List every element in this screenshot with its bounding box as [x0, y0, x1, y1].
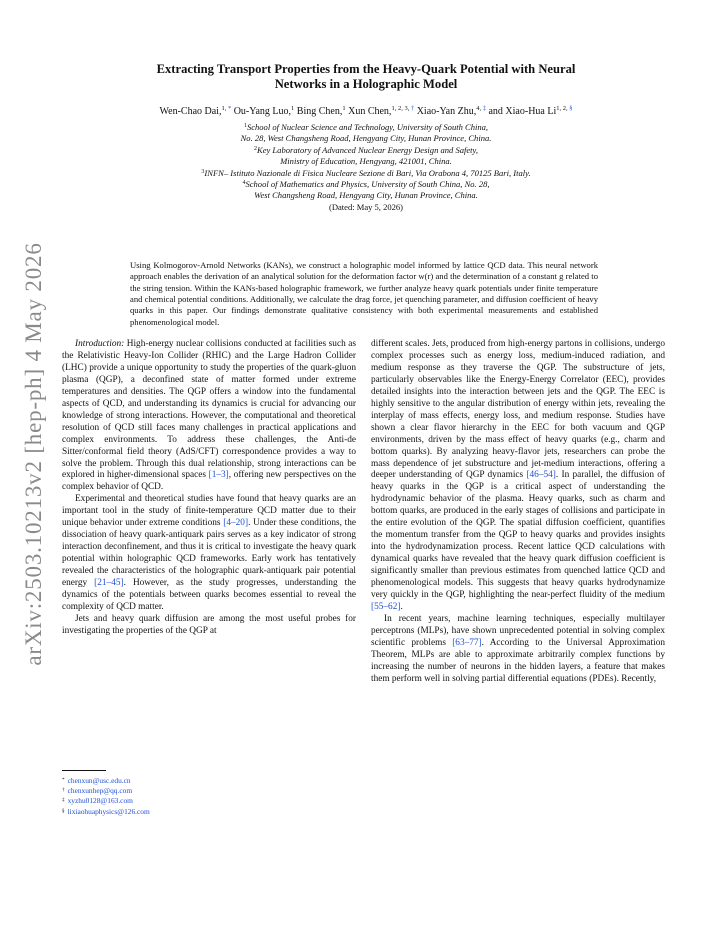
author: Wen-Chao Dai,$^{1, *}$ [159, 105, 232, 117]
paragraph: Introduction: High-energy nuclear collisions conducted at facilities such as the Relativistic Heavy-Ion Collider (RHIC) and the Large Hadron Collider (LHC) provide a unique opportunity to study the properties of the quark-gluon plasma (QGP), a deconfined state of matter formed under extreme temperatures and densities. The QGP offers a window into the fundamental aspects of QCD, and understanding its dynamics is crucial for advancing our knowledge of strong interactions. However, the computational and theoretical resolution of QCD still faces many challenges in practical applications and complex environments. To address these challenges, the Anti-de Sitter/conformal field theory (AdS/CFT) correspondence provides a way to solve the problem. Through this dual relationship, strong interactions can be explored in higher-dimensional spaces [1–3], offering new perspectives on the complex behavior of QCD. [62, 339, 356, 493]
dated-line: (Dated: May 5, 2026) [328, 201, 404, 212]
paragraph: Jets and heavy quark diffusion are among the most useful probes for investigating the properties of the QGP at [62, 613, 356, 636]
left-column [62, 339, 356, 638]
affiliation-line: $^3$INFN– Istituto Nazionale di Fisica Nucleare Sezione di Bari, Via Orabona 4, 70125 Bari, Italy. [201, 167, 531, 178]
author: and Xiao-Hua $Li^{1, 2, \S}$ [488, 105, 573, 117]
email-link[interactable]: chenxunhep@qq.com [67, 786, 133, 796]
paragraph: different scales. Jets, produced from high-energy partons in collisions, undergo complex processes such as energy loss, medium-induced radiation, and medium response as they traverse the QGP. The substructure of jets, particularly observables like the Energy-Energy Correlator (EEC), provides detailed insights into the interaction between jets and the QGP. The EEC is highly sensitive to the angular distribution of energy within jets, revealing the interplay of mass effects, energy loss, and medium response. Studies have shown a clear flavor hierarchy in the EEC for both vacuum and QGP environments, driven by the mass effect of heavy quarks (e.g., charm and bottom quarks). By analyzing heavy-flavor jets, researchers can probe the mass dependence of jet substructure and jet-medium interactions, offering a deeper understanding of QGP dynamics [46–54]. In parallel, the diffusion of heavy quarks in the QGP is a critical aspect of understanding the hydrodynamic behavior of the plasma. Heavy quarks, such as charm and bottom quarks, are produced in the early stages of collisions and participate in the entire evolution of the QGP. The spatial diffusion coefficient, quantifies the momentum transfer from the QGP to heavy quarks and provides insights into the hydrodynamization process. Recent lattice QCD calculations with dynamical quarks have revealed that the heavy quark diffusion coefficient is significantly smaller than previous estimates from quenched lattice QCD and phenomenological models. This suggests that heavy quarks hydrodynamize very quickly in the QGP, highlighting the near-perfect fluidity of the medium [55–62]. [371, 339, 665, 612]
email-link[interactable]: lixiaohuaphysics@126.com [67, 806, 150, 816]
affiliation-line: $^1$School of Nuclear Science and Technology, University of South China, [243, 122, 489, 132]
affiliation-line: $^4$School of Mathematics and Physics, University of South China, No. 28, [242, 179, 490, 190]
title-line-1: Extracting Transport Properties from the Heavy-Quark Potential with Neural [156, 62, 576, 76]
affiliation-line: Ministry of Education, Hengyang, 421001, China. [280, 156, 452, 167]
citation-link[interactable]: [1–3] [208, 470, 229, 481]
author: Ou-Yang Luo,$^1$ [233, 105, 295, 117]
citation-link[interactable]: [46–54] [526, 470, 556, 481]
arxiv-stamp-text: arXiv:2503.10213v2 [hep-ph] 4 May 2026 [21, 242, 46, 666]
email-link[interactable]: chenxun@usc.edu.cn [67, 776, 131, 785]
footnote: † chenxunhep@qq.com [62, 786, 133, 796]
affiliation-line: $^2$Key Laboratory of Advanced Nuclear Energy Design and Safety, [254, 144, 478, 155]
footnote: ‡ xyzhu0128@163.com [62, 796, 133, 806]
title-line-2: Networks in a Holographic Model [274, 77, 458, 91]
author: Bing Chen,$^1$ [296, 105, 346, 117]
citation-link[interactable]: [21–45] [94, 578, 124, 589]
affiliation-line: No. 28, West Changsheng Road, Hengyang City, Hunan Province, China. [240, 133, 492, 144]
affiliation-line: West Changsheng Road, Hengyang City, Hunan Province, China. [254, 190, 478, 201]
right-column [371, 339, 665, 686]
paragraph: In recent years, machine learning techniques, especially multilayer perceptrons (MLPs), have shown unprecedented potential in solving complex scientific problems [63–77]. According to the Universal Approximation Theorem, MLPs are able to approximate arbitrarily complex functions by increasing the number of neurons in the hidden layers, a feature that makes them perform well in solving partial differential equations (PDEs). Recently, [371, 613, 666, 684]
affiliations [80, 122, 652, 213]
citation-link[interactable]: [4–20] [223, 518, 249, 529]
footnotes [62, 776, 356, 817]
citation-link[interactable]: [55–62] [371, 601, 401, 612]
author: Xun Chen,$^{1, 2, 3, \dagger}$ [348, 105, 415, 117]
section-lead: Introduction: [75, 339, 125, 349]
paragraph: Experimental and theoretical studies have found that heavy quarks are an important tool in the study of finite-temperature QCD matter due to their unique behavior under extreme conditions [4–20]. Under these conditions, the dissociation of heavy quark-antiquark pairs serves as a key indicator of strong interaction deconfinement, and thus it is critical to investigate the heavy quark potential within holographic QCD frameworks. Early work has tentatively revealed the characteristics of the holographic quark-antiquark pair potential energy [21–45]. However, as the study progresses, understanding the dynamics of the potentials between quarks becomes essential to reveal the complexity of QCD matter. [62, 494, 357, 612]
footnote-rule [62, 770, 106, 771]
email-link[interactable]: xyzhu0128@163.com [67, 796, 133, 806]
author-list [80, 105, 652, 118]
paper-title [80, 62, 652, 92]
abstract: Using Kolmogorov-Arnold Networks (KANs), we construct a holographic model informed by lattice QCD data. This neural network approach enables the derivation of an analytical solution for the deformation factor w(r) and the determination of a constant g related to the string tension. Within the KANs-based holographic framework, we further analyze heavy quark potentials under finite temperature and chemical potential conditions. Additionally, we calculate the drag force, jet quenching parameter, and diffusion coefficient of heavy quarks in this paper. Our findings demonstrate qualitative consistency with both experimental measurements and established phenomenological model. [130, 260, 598, 327]
author: Xiao-Yan Zhu,$^{4, \ddagger}$ [416, 105, 486, 117]
arxiv-stamp [4, 222, 64, 687]
citation-link[interactable]: [63–77] [452, 637, 482, 648]
footnote: * chenxun@usc.edu.cn [62, 776, 131, 785]
footnote: § lixiaohuaphysics@126.com [62, 806, 150, 816]
